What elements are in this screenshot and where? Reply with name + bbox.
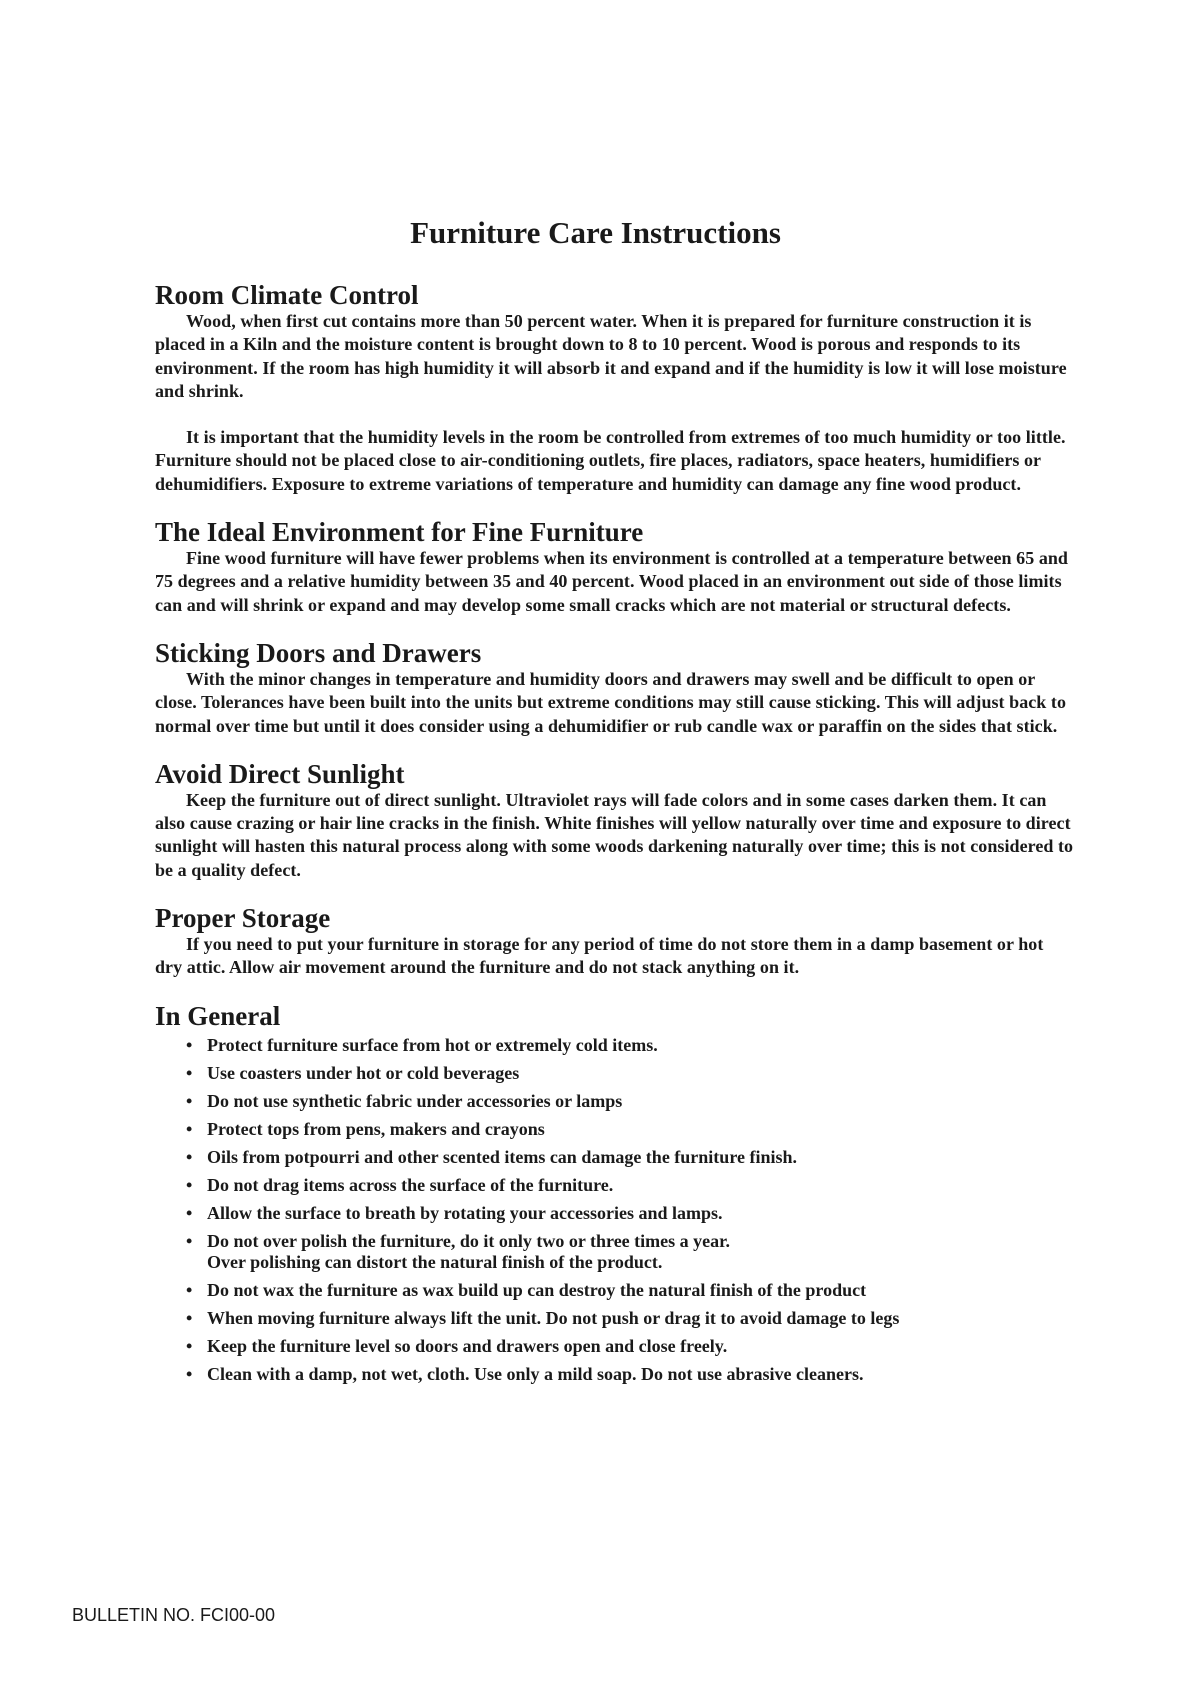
bullet-icon: • (186, 1062, 193, 1083)
list-item: • Oils from potpourri and other scented items can damage the furniture finish. (186, 1146, 797, 1167)
section-avoid-sunlight (155, 759, 1075, 882)
bulletin-number: BULLETIN NO. FCI00-00 (72, 1605, 276, 1625)
list-item: • Allow the surface to breath by rotating your accessories and lamps. (186, 1202, 723, 1223)
bullet-icon: • (186, 1034, 193, 1055)
bullet-icon: • (186, 1363, 193, 1384)
paragraph: It is important that the humidity levels in the room be controlled from extremes of too much humidity or too little. Furniture should not be placed close to air-conditioning outlets, fire places, radiators, space heaters, humidifiers or dehumidifiers. Exposure to extreme variations of temperature and humidity can damage any fine wood product. (155, 427, 1066, 494)
list-item: • Use coasters under hot or cold beverages (186, 1062, 520, 1083)
section-heading: Sticking Doors and Drawers (155, 637, 482, 668)
paragraph: Wood, when first cut contains more than 50 percent water. When it is prepared for furniture construction it is placed in a Kiln and the moisture content is brought down to 8 to 10 percent. Wood is porous and responds to its environment. If the room has high humidity it will absorb it and expand and if the humidity is low it will lose moisture and shrink. (155, 311, 1067, 401)
bullet-icon: • (186, 1146, 193, 1167)
general-care-list (155, 1035, 1075, 1385)
section-heading: The Ideal Environment for Fine Furniture (155, 517, 644, 548)
list-item: • Keep the furniture level so doors and drawers open and close freely. (186, 1335, 728, 1356)
bullet-icon: • (186, 1279, 193, 1300)
list-item: • Clean with a damp, not wet, cloth. Use only a mild soap. Do not use abrasive cleaners. (186, 1363, 864, 1384)
bullet-icon: • (186, 1090, 193, 1111)
bullet-icon: • (186, 1118, 193, 1139)
section-proper-storage (155, 903, 1075, 980)
list-item: • Protect tops from pens, makers and crayons (186, 1118, 545, 1139)
section-heading: Room Climate Control (155, 280, 419, 310)
bullet-icon: • (186, 1174, 193, 1195)
list-item: • Do not wax the furniture as wax build up can destroy the natural finish of the product (186, 1279, 867, 1300)
bullet-icon: • (186, 1202, 193, 1223)
paragraph: With the minor changes in temperature and humidity doors and drawers may swell and be difficult to open or close. Tolerances have been built into the units but extreme conditions may still cause sticking. This will adjust back to normal over time but until it does consider using a dehumidifier or rub candle wax or paraffin on the sides that stick. (155, 668, 1067, 736)
section-sticking-doors (155, 638, 1075, 738)
section-in-general (155, 1001, 1075, 1385)
list-item: • Do not drag items across the surface of the furniture. (186, 1174, 614, 1195)
paragraph: Keep the furniture out of direct sunlight. Ultraviolet rays will fade colors and in some cases darken them. It can also cause crazing or hair line cracks in the finish. White finishes will yellow naturally over time and exposure to direct sunlight will hasten this natural process along with some woods darkening naturally over time; this is not considered to be a quality defect. (155, 789, 1074, 880)
section-heading: Proper Storage (155, 903, 331, 934)
list-item: • Protect furniture surface from hot or extremely cold items. (186, 1034, 658, 1055)
document-body (155, 280, 1075, 1392)
bullet-icon: • (186, 1307, 193, 1328)
section-room-climate-control (155, 280, 1075, 496)
page-title: Furniture Care Instructions (410, 215, 781, 250)
section-heading: In General (155, 1000, 281, 1031)
paragraph: If you need to put your furniture in storage for any period of time do not store them in a damp basement or hot dry attic. Allow air movement around the furniture and do not stack anything on it. (155, 934, 1044, 978)
list-item: • Do not over polish the furniture, do it only two or three times a year. Over polishing can distort the natural finish of the product. (186, 1230, 730, 1272)
paragraph: Fine wood furniture will have fewer problems when its environment is controlled at a temperature between 65 and 75 degrees and a relative humidity between 35 and 40 percent. Wood placed in an environment out side of those limits can and will shrink or expand and may develop some small cracks which are not material or structural defects. (155, 548, 1068, 615)
section-heading: Avoid Direct Sunlight (155, 758, 405, 789)
bullet-icon: • (186, 1230, 193, 1251)
list-item: • Do not use synthetic fabric under accessories or lamps (186, 1090, 623, 1111)
section-ideal-environment (155, 517, 1075, 617)
list-item: • When moving furniture always lift the unit. Do not push or drag it to avoid damage to legs (186, 1307, 900, 1328)
bullet-icon: • (186, 1335, 193, 1356)
